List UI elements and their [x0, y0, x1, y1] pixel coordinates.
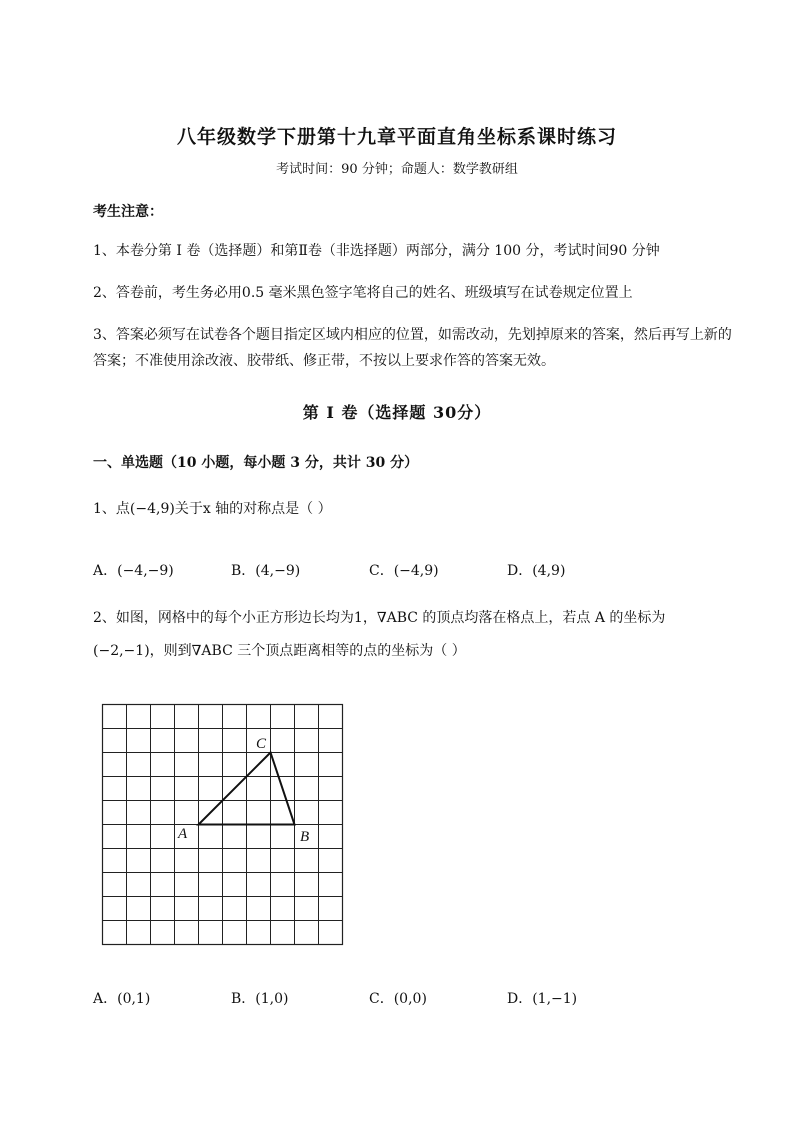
- page-title: 八年级数学下册第十九章平面直角坐标系课时练习: [176, 126, 617, 148]
- exam-subtitle: 考试时间：90 分钟；命题人：数学教研组: [276, 162, 518, 177]
- question-2-stem-line-2: (−2,−1)，则到∇ABC 三个顶点距离相等的点的坐标为（ ）: [93, 643, 466, 659]
- notice-item-3: 3、答案必须写在试卷各个题目指定区域内相应的位置，如需改动，先划掉原来的答案，然后再写上新的答案；不准使用涂改液、胶带纸、修正带，不按以上要求作答的答案无效。: [93, 327, 732, 369]
- notice-item-2: 2、答卷前，考生务必用0.5 毫米黑色签字笔将自己的姓名、班级填写在试卷规定位置上: [93, 285, 633, 301]
- notice-heading: 考生注意：: [93, 204, 163, 220]
- question-1-stem: 1、点(−4,9)关于x 轴的对称点是（ ）: [93, 501, 332, 517]
- question-2-stem-line-1: 2、如图，网格中的每个小正方形边长均为1，∇ABC 的顶点均落在格点上，若点 A 的坐标为: [93, 610, 666, 626]
- question-1-option-a[interactable]: A．(−4,−9): [93, 563, 174, 579]
- section-title: 第 I 卷（选择题 30分）: [302, 403, 492, 422]
- question-1-option-b[interactable]: B．(4,−9): [231, 563, 301, 579]
- vertex-c-label: C: [256, 736, 267, 752]
- question-2-option-c[interactable]: C．(0,0): [369, 991, 427, 1007]
- question-1-option-c[interactable]: C．(−4,9): [369, 563, 439, 579]
- question-2-option-a[interactable]: A．(0,1): [93, 991, 151, 1007]
- notice-item-1: 1、本卷分第 I 卷（选择题）和第Ⅱ卷（非选择题）两部分，满分 100 分，考试时间90 分钟: [93, 243, 660, 259]
- vertex-a-label: A: [178, 826, 188, 842]
- vertex-b-label: B: [300, 829, 310, 845]
- question-2-option-b[interactable]: B．(1,0): [231, 991, 289, 1007]
- question-2-option-d[interactable]: D．(1,−1): [507, 991, 578, 1007]
- grid-figure: [96, 698, 356, 948]
- question-1-option-d[interactable]: D．(4,9): [507, 563, 566, 579]
- part-heading: 一、单选题（10 小题，每小题 3 分，共计 30 分）: [93, 455, 419, 471]
